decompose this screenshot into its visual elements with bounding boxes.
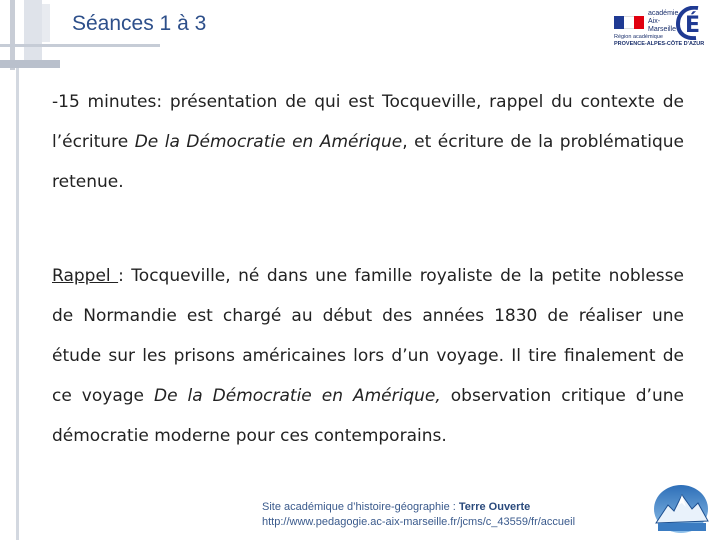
logo-academy-name: académie Aix-Marseille bbox=[648, 10, 679, 33]
svg-text:É: É bbox=[685, 13, 701, 38]
footer-site-line: Site académique d’histoire-géographie : Terre Ouverte bbox=[262, 501, 531, 513]
reminder-paragraph: Rappel : Tocqueville, né dans une famille royaliste de la petite noblesse de Normandie est chargé au début des années 1830 de réaliser une étude sur les prisons américaines lors d’un voyage. Il tire finalement de ce voyage De la Démocratie en Amérique, observation critique d’une démocratie moderne pour ces contemporains. bbox=[52, 266, 684, 446]
book-title: De la Démocratie en Amérique, bbox=[153, 386, 441, 406]
reminder-label: Rappel bbox=[52, 266, 119, 286]
site-name: Terre Ouverte bbox=[458, 501, 531, 513]
frame-bar bbox=[24, 0, 42, 64]
session-description: -15 minutes: présentation de qui est Tocqueville, rappel du contexte de l’écriture De la Démocratie en Amérique, et écriture de la problématique retenue. bbox=[52, 92, 684, 192]
frame-bar bbox=[42, 4, 50, 42]
logo-region-name: Région académique PROVENCE-ALPES-CÔTE D'AZUR bbox=[614, 34, 705, 47]
frame-bar bbox=[0, 44, 160, 47]
footer-url-link[interactable]: http://www.pedagogie.ac-aix-marseille.fr/jcms/c_43559/fr/accueil bbox=[262, 516, 576, 528]
slide-title: Séances 1 à 3 bbox=[72, 12, 207, 35]
frame-bar bbox=[0, 60, 60, 68]
terre-ouverte-mountain-icon bbox=[652, 483, 710, 535]
book-title: De la Démocratie en Amérique bbox=[134, 132, 403, 152]
site-footer bbox=[262, 500, 575, 530]
frame-bar bbox=[16, 64, 19, 540]
academie-logo bbox=[612, 6, 712, 52]
french-flag-icon bbox=[614, 16, 644, 29]
